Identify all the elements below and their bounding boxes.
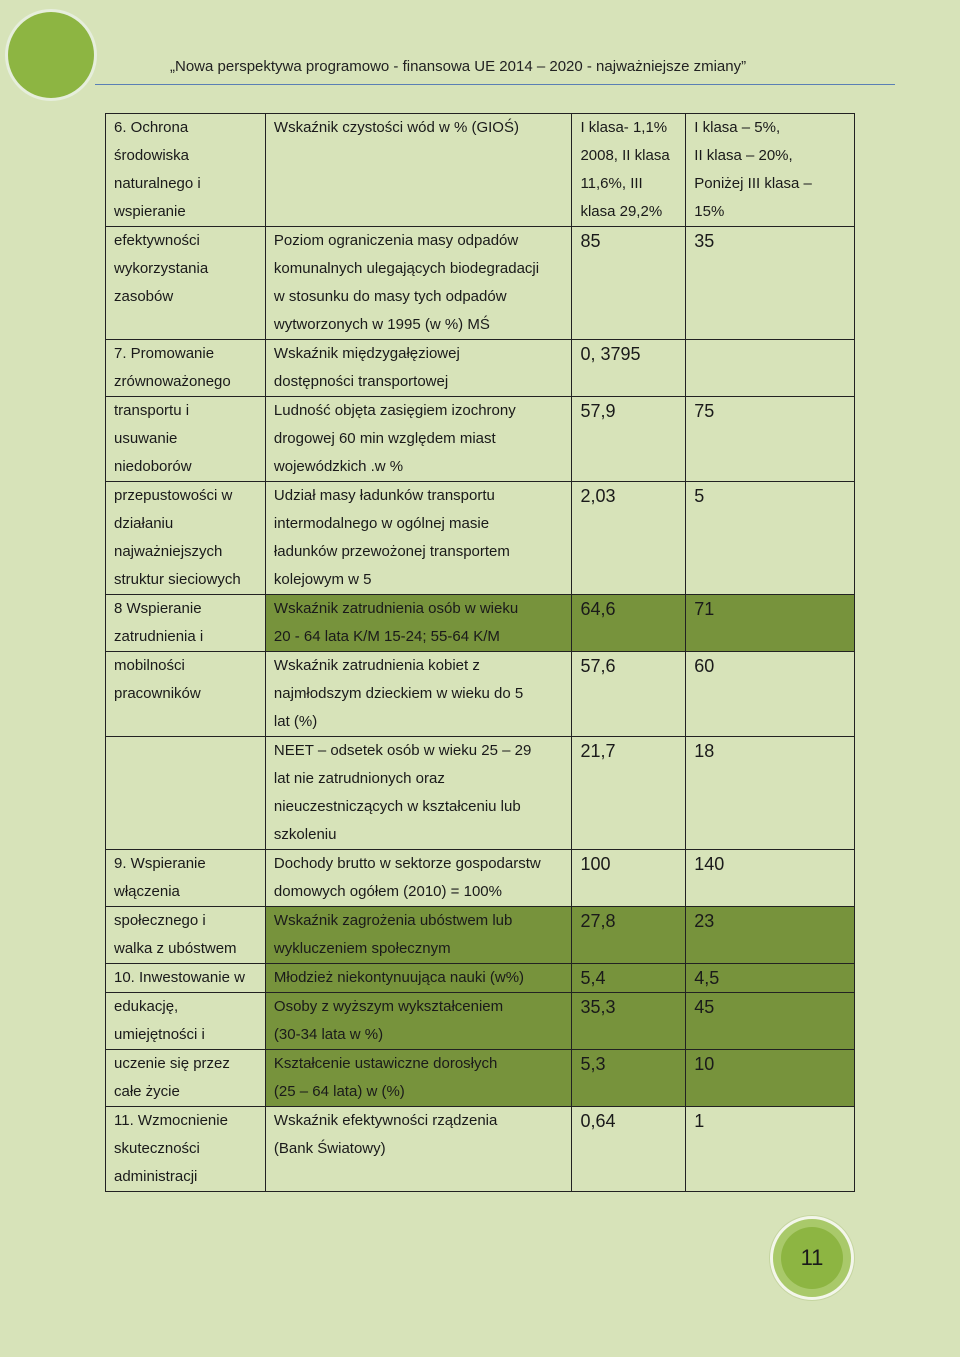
indicator-cell: Dochody brutto w sektorze gospodarstw domowych ogółem (2010) = 100%: [265, 850, 572, 907]
indicator-cell: Kształcenie ustawiczne dorosłych (25 – 64 lata) w (%): [265, 1050, 572, 1107]
table-row: [106, 397, 855, 482]
target-value-cell: 23: [686, 907, 855, 964]
area-cell: efektywności wykorzystania zasobów: [106, 227, 266, 340]
target-value-cell: 35: [686, 227, 855, 340]
indicator-cell: Ludność objęta zasięgiem izochrony drogowej 60 min względem miast wojewódzkich .w %: [265, 397, 572, 482]
target-value-cell: [686, 340, 855, 397]
target-value-cell: I klasa – 5%, II klasa – 20%, Poniżej III klasa – 15%: [686, 114, 855, 227]
area-cell: 6. Ochrona środowiska naturalnego i wspieranie: [106, 114, 266, 227]
area-cell: przepustowości w działaniu najważniejszych struktur sieciowych: [106, 482, 266, 595]
area-cell: 11. Wzmocnienie skuteczności administracji: [106, 1107, 266, 1192]
area-cell: transportu i usuwanie niedoborów: [106, 397, 266, 482]
header-title: „Nowa perspektywa programowo - finansowa UE 2014 – 2020 - najważniejsze zmiany”: [170, 58, 747, 75]
indicator-cell: Poziom ograniczenia masy odpadów komunalnych ulegających biodegradacji w stosunku do masy tych odpadów wytworzonych w 1995 (w %) MŚ: [265, 227, 572, 340]
table-row: [106, 652, 855, 737]
indicator-cell: Wskaźnik zatrudnienia kobiet z najmłodszym dzieckiem w wieku do 5 lat (%): [265, 652, 572, 737]
page-number: 11: [781, 1227, 843, 1289]
base-value-cell: 64,6: [572, 595, 686, 652]
area-cell: edukację, umiejętności i: [106, 993, 266, 1050]
base-value-cell: 0,64: [572, 1107, 686, 1192]
header-divider: [95, 84, 895, 85]
table-row: [106, 114, 855, 227]
area-cell: [106, 737, 266, 850]
indicator-cell: Wskaźnik zagrożenia ubóstwem lub wykluczeniem społecznym: [265, 907, 572, 964]
area-cell: społecznego i walka z ubóstwem: [106, 907, 266, 964]
indicator-cell: Wskaźnik czystości wód w % (GIOŚ): [265, 114, 572, 227]
indicator-cell: Wskaźnik międzygałęziowej dostępności transportowej: [265, 340, 572, 397]
target-value-cell: 18: [686, 737, 855, 850]
table-row: [106, 340, 855, 397]
base-value-cell: 5,4: [572, 964, 686, 993]
indicator-cell: Wskaźnik zatrudnienia osób w wieku 20 - 64 lata K/M 15-24; 55-64 K/M: [265, 595, 572, 652]
base-value-cell: 85: [572, 227, 686, 340]
indicators-table: [105, 113, 855, 1192]
indicator-cell: NEET – odsetek osób w wieku 25 – 29 lat nie zatrudnionych oraz nieuczestniczących w kształceniu lub szkoleniu: [265, 737, 572, 850]
base-value-cell: 57,6: [572, 652, 686, 737]
table-row: [106, 595, 855, 652]
page-number-badge: [770, 1216, 854, 1300]
table-row: [106, 737, 855, 850]
indicator-cell: Udział masy ładunków transportu intermodalnego w ogólnej masie ładunków przewożonej transportem kolejowym w 5: [265, 482, 572, 595]
base-value-cell: 57,9: [572, 397, 686, 482]
target-value-cell: 1: [686, 1107, 855, 1192]
target-value-cell: 75: [686, 397, 855, 482]
target-value-cell: 5: [686, 482, 855, 595]
area-cell: 10. Inwestowanie w: [106, 964, 266, 993]
target-value-cell: 60: [686, 652, 855, 737]
indicator-cell: Osoby z wyższym wykształceniem (30-34 lata w %): [265, 993, 572, 1050]
table-row: [106, 907, 855, 964]
base-value-cell: 27,8: [572, 907, 686, 964]
indicator-cell: Młodzież niekontynuująca nauki (w%): [265, 964, 572, 993]
base-value-cell: 35,3: [572, 993, 686, 1050]
table-row: [106, 482, 855, 595]
indicator-cell: Wskaźnik efektywności rządzenia (Bank Światowy): [265, 1107, 572, 1192]
target-value-cell: 71: [686, 595, 855, 652]
target-value-cell: 140: [686, 850, 855, 907]
table-row: [106, 964, 855, 993]
decorative-circle-icon: [8, 12, 94, 98]
base-value-cell: 2,03: [572, 482, 686, 595]
table-row: [106, 993, 855, 1050]
base-value-cell: 0, 3795: [572, 340, 686, 397]
table-row: [106, 850, 855, 907]
table-row: [106, 227, 855, 340]
base-value-cell: 21,7: [572, 737, 686, 850]
area-cell: 9. Wspieranie włączenia: [106, 850, 266, 907]
area-cell: mobilności pracowników: [106, 652, 266, 737]
table-row: [106, 1050, 855, 1107]
target-value-cell: 4,5: [686, 964, 855, 993]
area-cell: 8 Wspieranie zatrudnienia i: [106, 595, 266, 652]
table-row: [106, 1107, 855, 1192]
area-cell: 7. Promowanie zrównoważonego: [106, 340, 266, 397]
base-value-cell: 5,3: [572, 1050, 686, 1107]
base-value-cell: I klasa- 1,1% 2008, II klasa 11,6%, III klasa 29,2%: [572, 114, 686, 227]
target-value-cell: 45: [686, 993, 855, 1050]
target-value-cell: 10: [686, 1050, 855, 1107]
area-cell: uczenie się przez całe życie: [106, 1050, 266, 1107]
base-value-cell: 100: [572, 850, 686, 907]
